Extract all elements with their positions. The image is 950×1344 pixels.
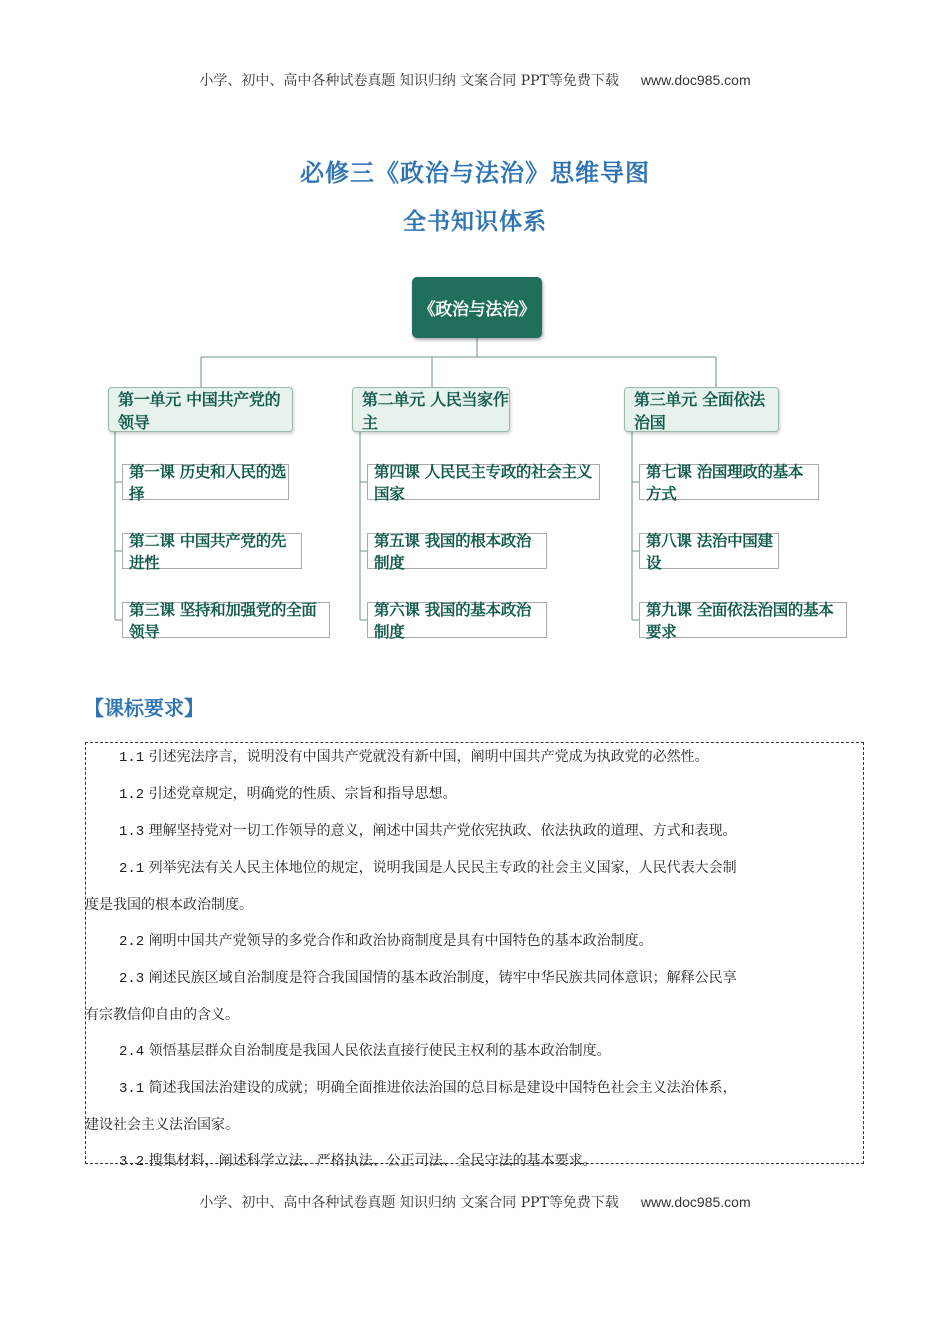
unit-node-3: 第三单元 全面依法治国 — [624, 387, 779, 432]
standard-text: 阐述民族区域自治制度是符合我国国情的基本政治制度，铸牢中华民族共同体意识；解释公民享 — [148, 970, 737, 986]
unit1-lesson-connector — [115, 432, 122, 620]
lesson-node-5: 第五课 我国的根本政治制度 — [367, 533, 547, 569]
mindmap-root: 《政治与法治》 — [412, 277, 542, 338]
page-title: 必修三《政治与法治》思维导图 — [300, 159, 650, 187]
standard-number: 1.3 — [119, 824, 145, 840]
unit2-lesson-connector — [360, 432, 367, 620]
standard-text: 领悟基层群众自治制度是我国人民依法直接行使民主权利的基本政治制度。 — [148, 1043, 611, 1059]
standard-item — [85, 960, 865, 997]
standard-item — [85, 850, 865, 887]
standard-text: 阐明中国共产党领导的多党合作和政治协商制度是具有中国特色的基本政治制度。 — [148, 933, 653, 949]
standard-text: 引述宪法序言，说明没有中国共产党就没有新中国，阐明中国共产党成为执政党的必然性。 — [148, 749, 709, 765]
lesson-node-8: 第八课 法治中国建设 — [639, 533, 779, 569]
standard-number: 2.2 — [119, 934, 145, 950]
standard-item — [85, 739, 865, 776]
header-site: www.doc985.com — [640, 72, 751, 88]
lesson-node-2: 第二课 中国共产党的先进性 — [122, 533, 302, 569]
standard-number: 1.1 — [119, 750, 145, 766]
page-footer — [0, 1192, 950, 1212]
standard-text: 引述党章规定，明确党的性质、宗旨和指导思想。 — [148, 786, 457, 802]
lesson-node-9: 第九课 全面依法治国的基本要求 — [639, 602, 847, 638]
standard-number: 2.1 — [119, 861, 145, 877]
standard-item-continuation: 度是我国的根本政治制度。 — [85, 897, 253, 913]
standard-item-continuation: 有宗教信仰自由的含义。 — [85, 1007, 239, 1023]
standards-heading: 【课标要求】 — [84, 696, 204, 720]
standard-text: 理解坚持党对一切工作领导的意义，阐述中国共产党依宪执政、依法执政的道理、方式和表现。 — [148, 823, 737, 839]
standard-item — [85, 1033, 865, 1070]
standard-item — [85, 1070, 865, 1107]
header-text: 小学、初中、高中各种试卷真题 知识归纳 文案合同 PPT等免费下载 — [199, 73, 619, 89]
standard-text: 列举宪法有关人民主体地位的规定，说明我国是人民民主专政的社会主义国家，人民代表大会制 — [148, 860, 737, 876]
lesson-node-6: 第六课 我国的基本政治制度 — [367, 602, 547, 638]
standards-list — [85, 739, 865, 1180]
footer-text: 小学、初中、高中各种试卷真题 知识归纳 文案合同 PPT等免费下载 — [199, 1195, 619, 1211]
lesson-node-1: 第一课 历史和人民的选择 — [122, 464, 289, 500]
footer-site: www.doc985.com — [640, 1194, 751, 1210]
lesson-node-4: 第四课 人民民主专政的社会主义国家 — [367, 464, 600, 500]
standard-number: 3.2 — [119, 1154, 145, 1170]
standard-number: 2.4 — [119, 1044, 145, 1060]
standard-item — [85, 813, 865, 850]
lesson-node-3: 第三课 坚持和加强党的全面领导 — [122, 602, 330, 638]
standard-number: 1.2 — [119, 787, 145, 803]
unit-node-2: 第二单元 人民当家作主 — [352, 387, 510, 432]
unit3-lesson-connector — [632, 432, 639, 620]
standard-text: 搜集材料，阐述科学立法、严格执法、公正司法、全民守法的基本要求。 — [148, 1153, 597, 1169]
unit-node-1: 第一单元 中国共产党的领导 — [108, 387, 293, 432]
lesson-node-7: 第七课 治国理政的基本方式 — [639, 464, 819, 500]
standard-number: 2.3 — [119, 971, 145, 987]
page-subtitle: 全书知识体系 — [403, 209, 547, 235]
standard-item — [85, 923, 865, 960]
standard-text: 简述我国法治建设的成就；明确全面推进依法治国的总目标是建设中国特色社会主义法治体系， — [148, 1080, 737, 1096]
standard-item — [85, 776, 865, 813]
standard-number: 3.1 — [119, 1081, 145, 1097]
standard-item — [85, 1143, 865, 1180]
standard-item-continuation: 建设社会主义法治国家。 — [85, 1117, 239, 1133]
